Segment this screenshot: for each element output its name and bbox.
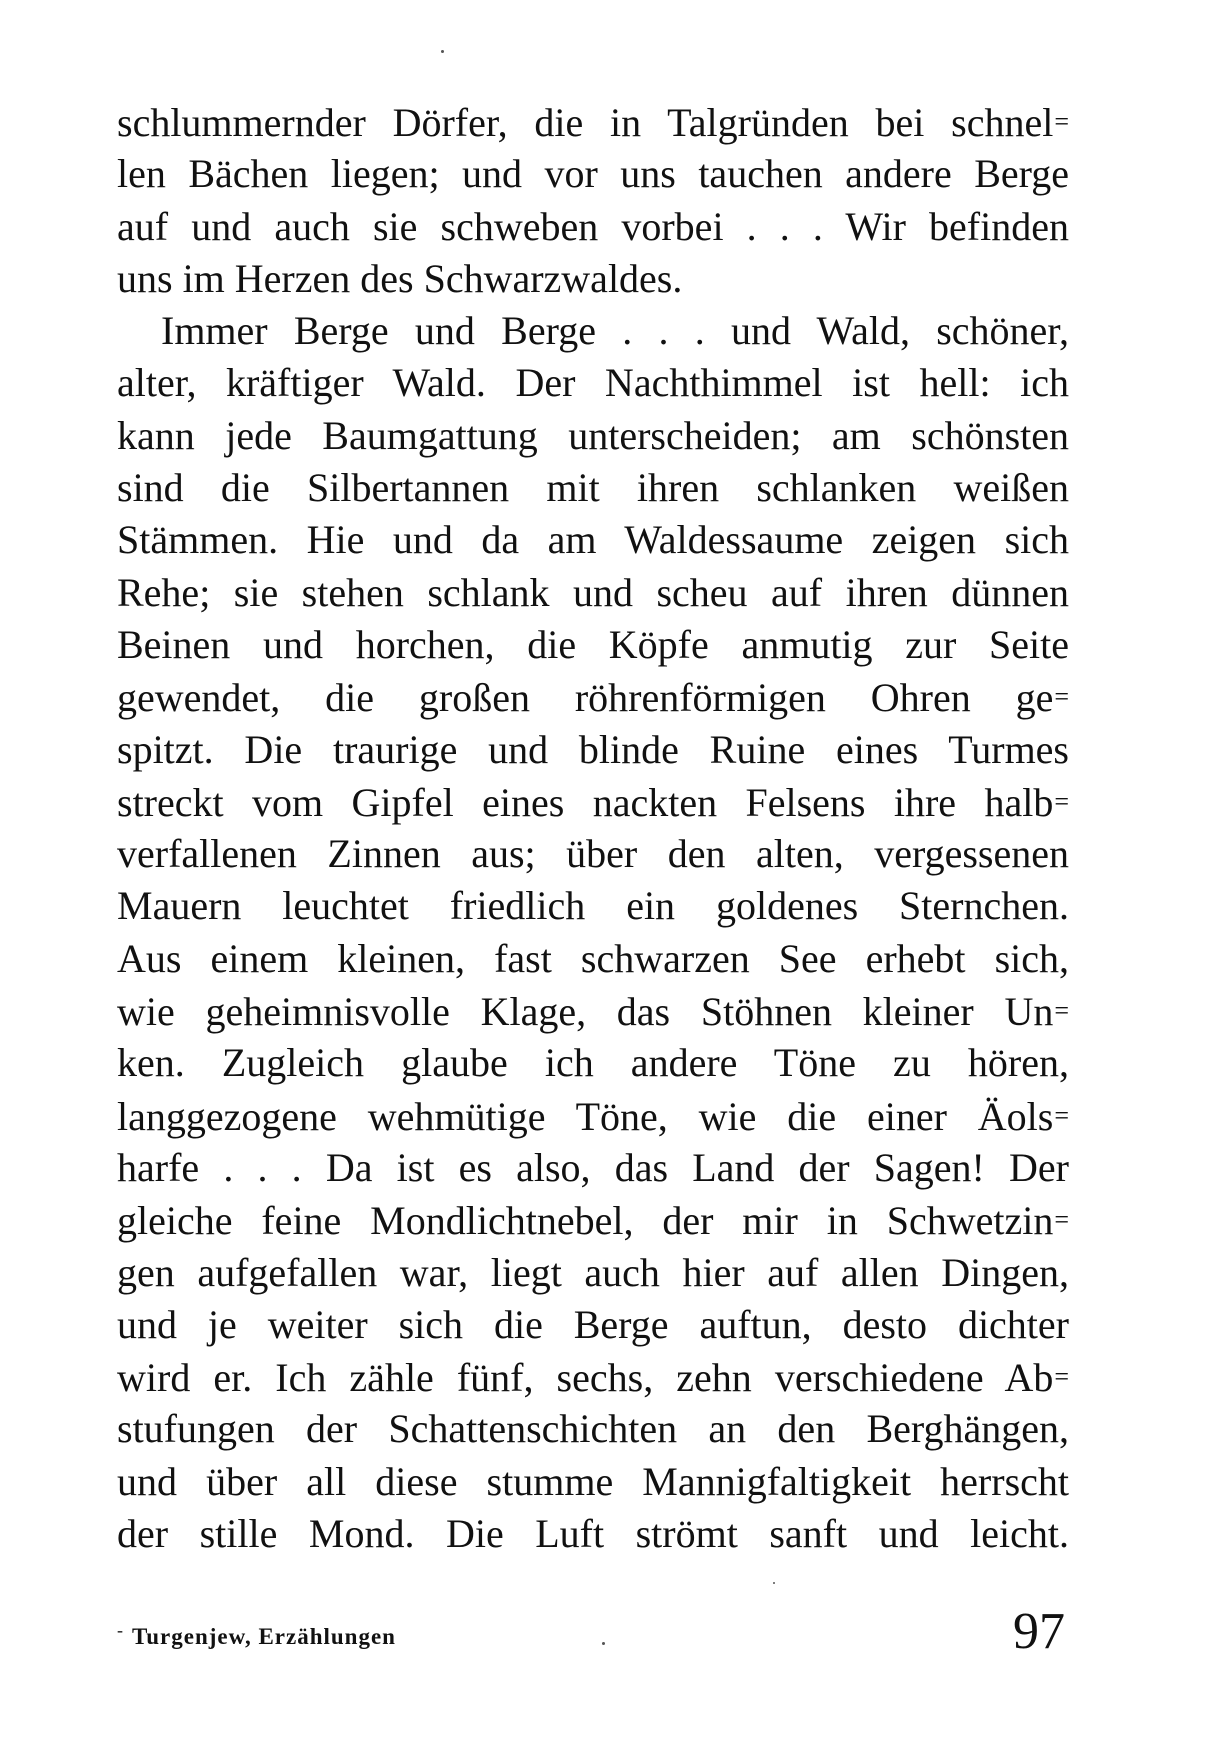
text-line-content: harfe . . . Da ist es also, das Land der Sagen! Der bbox=[117, 1144, 1069, 1190]
text-line bbox=[117, 985, 1069, 1037]
text-line-content: wird er. Ich zähle fünf, sechs, zehn verschiedene Ab bbox=[117, 1355, 1054, 1401]
text-line bbox=[117, 96, 1069, 148]
text-line bbox=[117, 1456, 1069, 1508]
text-line-content: wie geheimnisvolle Klage, das Stöhnen kleiner Un bbox=[117, 989, 1054, 1035]
text-line bbox=[117, 1508, 1069, 1560]
text-line-content: gewendet, die großen röhrenförmigen Ohren ge bbox=[117, 675, 1054, 721]
text-line-content: gleiche feine Mondlichtnebel, der mir in Schwetzin bbox=[117, 1198, 1054, 1244]
text-line bbox=[117, 619, 1069, 671]
text-line-content: Rehe; sie stehen schlank und scheu auf ihren dünnen bbox=[117, 569, 1069, 615]
text-line-content: ken. Zugleich glaube ich andere Töne zu hören, bbox=[117, 1040, 1069, 1086]
page-number: 97 bbox=[1013, 1603, 1065, 1660]
hyphen-mark: = bbox=[1054, 1362, 1069, 1392]
text-line-content: auf und auch sie schweben vorbei . . . Wir befinden bbox=[117, 203, 1069, 249]
printer-signature bbox=[117, 1620, 396, 1650]
text-line-content: Stämmen. Hie und da am Waldessaume zeigen sich bbox=[117, 517, 1069, 563]
text-line bbox=[117, 1403, 1069, 1455]
text-line-content: und je weiter sich die Berge auftun, desto dichter bbox=[117, 1301, 1069, 1347]
text-line-content: langgezogene wehmütige Töne, wie die einer Äols bbox=[117, 1093, 1054, 1139]
text-line bbox=[117, 410, 1069, 462]
text-line bbox=[117, 201, 1069, 253]
text-line bbox=[117, 305, 1069, 357]
text-line-content: und über all diese stumme Mannigfaltigkeit herrscht bbox=[117, 1458, 1069, 1504]
text-line bbox=[117, 671, 1069, 723]
hyphen-mark: = bbox=[1054, 1100, 1069, 1130]
text-line bbox=[117, 1090, 1069, 1142]
text-line bbox=[117, 253, 1069, 305]
text-line-content: len Bächen liegen; und vor uns tauchen andere Berge bbox=[117, 151, 1069, 197]
text-line bbox=[117, 880, 1069, 932]
text-line bbox=[117, 1194, 1069, 1246]
hyphen-mark: = bbox=[1054, 996, 1069, 1026]
text-line bbox=[117, 724, 1069, 776]
text-line-content: streckt vom Gipfel eines nackten Felsens ihre halb bbox=[117, 779, 1054, 825]
hyphen-mark: = bbox=[1054, 786, 1069, 816]
text-line bbox=[117, 514, 1069, 566]
text-line-content: Immer Berge und Berge . . . und Wald, schöner, bbox=[161, 308, 1069, 354]
text-line bbox=[117, 1351, 1069, 1403]
text-line-content: schlummernder Dörfer, die in Talgründen bei schnel bbox=[117, 100, 1054, 145]
text-line-content: Beinen und horchen, die Köpfe anmutig zur Seite bbox=[117, 621, 1069, 667]
text-line-content: kann jede Baumgattung unterscheiden; am schönsten bbox=[117, 412, 1069, 458]
text-line-content: uns im Herzen des Schwarzwaldes. bbox=[117, 255, 683, 301]
text-line bbox=[117, 776, 1069, 828]
text-line bbox=[117, 828, 1069, 880]
text-line-content: der stille Mond. Die Luft strömt sanft und leicht. bbox=[117, 1511, 1069, 1557]
text-line-content: verfallenen Zinnen aus; über den alten, vergessenen bbox=[117, 831, 1069, 877]
text-line-content: stufungen der Schattenschichten an den Berghängen, bbox=[117, 1406, 1069, 1452]
hyphen-mark: = bbox=[1054, 107, 1069, 136]
print-speck bbox=[773, 1582, 775, 1584]
text-line bbox=[117, 1247, 1069, 1299]
text-line-content: alter, kräftiger Wald. Der Nachthimmel ist hell: ich bbox=[117, 360, 1069, 406]
text-line-content: Aus einem kleinen, fast schwarzen See erhebt sich, bbox=[117, 935, 1069, 981]
text-line bbox=[117, 567, 1069, 619]
text-line-content: spitzt. Die traurige und blinde Ruine eines Turmes bbox=[117, 726, 1069, 772]
signature-mark: - bbox=[117, 1620, 124, 1640]
signature-text: Turgenjew, Erzählungen bbox=[132, 1624, 396, 1649]
text-line bbox=[117, 357, 1069, 409]
text-line-content: gen aufgefallen war, liegt auch hier auf allen Dingen, bbox=[117, 1249, 1069, 1295]
page-footer bbox=[117, 1602, 1069, 1662]
text-line bbox=[117, 933, 1069, 985]
text-line bbox=[117, 1142, 1069, 1194]
text-line-content: sind die Silbertannen mit ihren schlanken weißen bbox=[117, 465, 1069, 511]
text-line bbox=[117, 148, 1069, 200]
text-line bbox=[117, 1037, 1069, 1089]
text-line-content: Mauern leuchtet friedlich ein goldenes Sternchen. bbox=[117, 883, 1069, 929]
text-line bbox=[117, 462, 1069, 514]
body-text bbox=[117, 96, 1069, 1560]
text-line bbox=[117, 1299, 1069, 1351]
hyphen-mark: = bbox=[1054, 682, 1069, 712]
print-speck bbox=[441, 50, 444, 53]
hyphen-mark: = bbox=[1054, 1205, 1069, 1235]
